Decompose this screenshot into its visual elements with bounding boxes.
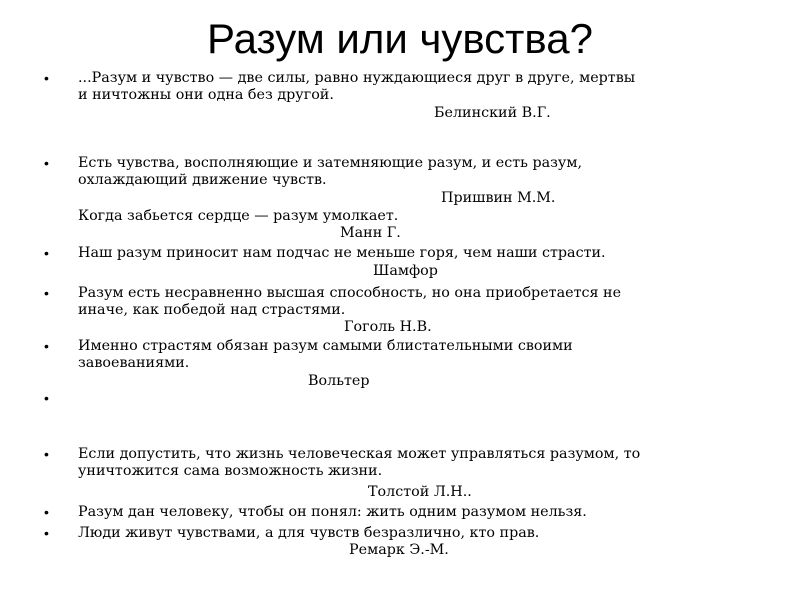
quote-author-remarque: Ремарк Э.-М. bbox=[349, 542, 449, 558]
quote-author-chamfort: Шамфор bbox=[373, 263, 438, 279]
quote-tolstoy-line-1: Если допустить, что жизнь человеческая может управляться разумом, то bbox=[78, 446, 641, 462]
quote-chamfort-line-1: Наш разум приносит нам подчас не меньше горя, чем наши страсти. bbox=[78, 245, 606, 261]
bullet-marker: • bbox=[44, 525, 49, 541]
slide-title: Разум или чувства? bbox=[207, 15, 593, 62]
bullet-marker: • bbox=[44, 70, 49, 86]
quote-prishvin-line-2: охлаждающий движение чувств. bbox=[78, 172, 327, 188]
quote-gogol-line-2: иначе, как победой над страстями. bbox=[78, 302, 346, 318]
bullet-marker: • bbox=[44, 245, 49, 261]
bullet-marker: • bbox=[44, 285, 49, 301]
quote-gogol-line-1: Разум есть несравненно высшая способность, но она приобретается не bbox=[78, 285, 622, 301]
quote-mind-given-line-1: Разум дан человеку, чтобы он понял: жить одним разумом нельзя. bbox=[78, 504, 587, 520]
quote-author-belinsky: Белинский В.Г. bbox=[434, 105, 551, 121]
quote-voltaire-line-2: завоеваниями. bbox=[78, 355, 190, 371]
bullet-marker: • bbox=[44, 155, 49, 171]
quote-tolstoy-line-2: уничтожится сама возможность жизни. bbox=[78, 463, 383, 479]
quote-remarque-line-1: Люди живут чувствами, а для чувств безразлично, кто прав. bbox=[78, 525, 540, 541]
bullet-marker: • bbox=[44, 504, 49, 520]
quote-mann-line-1: Когда забьется сердце — разум умолкает. bbox=[78, 208, 399, 224]
quote-author-tolstoy: Толстой Л.Н.. bbox=[368, 484, 472, 500]
quote-belinsky-line-2: и ничтожны они одна без другой. bbox=[78, 87, 334, 103]
bullet-marker: • bbox=[44, 390, 49, 406]
quote-author-mann: Манн Г. bbox=[340, 225, 401, 241]
quote-author-voltaire: Вольтер bbox=[308, 373, 370, 389]
bullet-marker: • bbox=[44, 446, 49, 462]
quote-author-prishvin: Пришвин М.М. bbox=[441, 190, 556, 206]
quote-belinsky-line-1: ...Разум и чувство — две силы, равно нуждающиеся друг в друге, мертвы bbox=[78, 70, 636, 86]
quote-voltaire-line-1: Именно страстям обязан разум самыми блистательными своими bbox=[78, 338, 573, 354]
quote-prishvin-line-1: Есть чувства, восполняющие и затемняющие разум, и есть разум, bbox=[78, 155, 583, 171]
quote-author-gogol: Гоголь Н.В. bbox=[344, 319, 432, 335]
bullet-marker: • bbox=[44, 338, 49, 354]
